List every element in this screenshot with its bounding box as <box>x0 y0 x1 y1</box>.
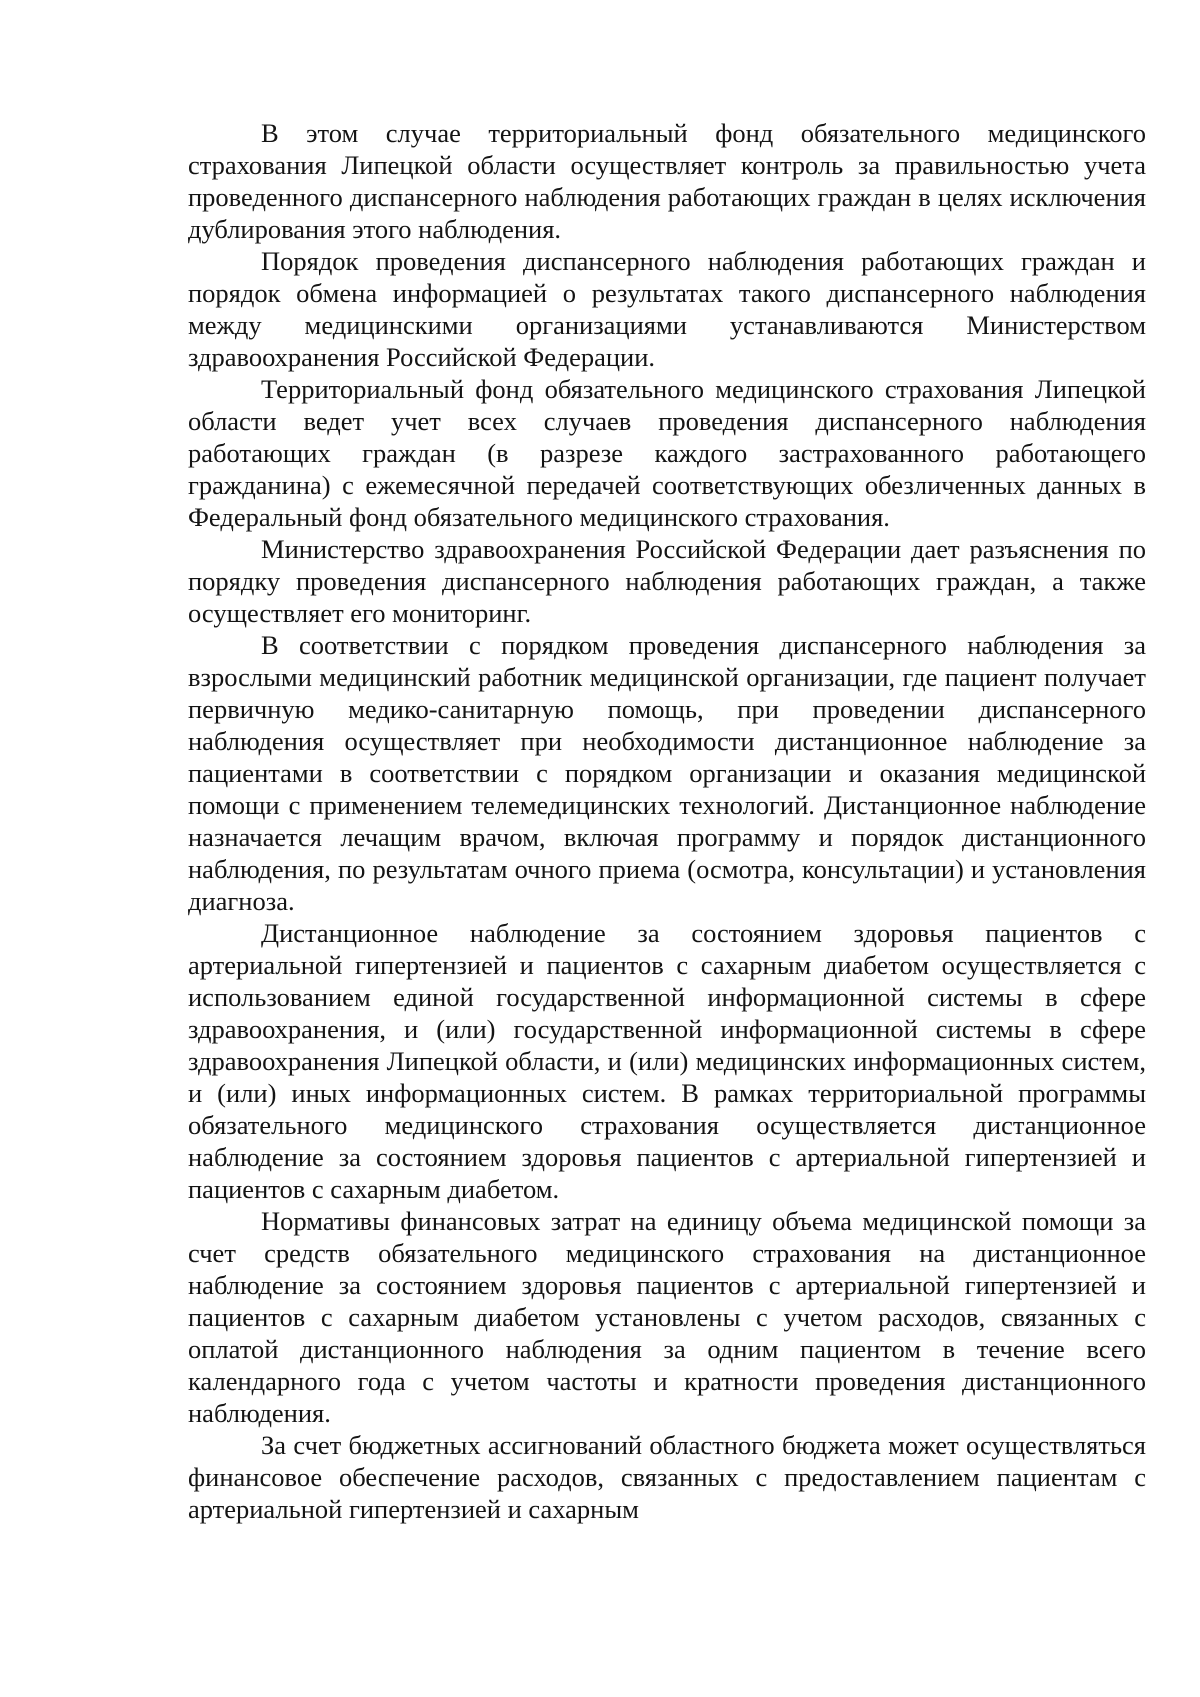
paragraph-4: Министерство здравоохранения Российской Федерации дает разъяснения по порядку проведения диспансерного наблюдения работающих граждан, а также осуществляет его мониторинг. <box>188 534 1146 628</box>
paragraph-7: Нормативы финансовых затрат на единицу объема медицинской помощи за счет средств обязательного медицинского страхования на дистанционное наблюдение за состоянием здоровья пациентов с артериальной гипертензией и пациентов с сахарным диабетом установлены с учетом расходов, связанных с оплатой дистанционного наблюдения за одним пациентом в течение всего календарного года с учетом частоты и кратности проведения дистанционного наблюдения. <box>188 1206 1146 1428</box>
document-page <box>188 117 1146 1525</box>
paragraph-3: Территориальный фонд обязательного медицинского страхования Липецкой области ведет учет всех случаев проведения диспансерного наблюдения работающих граждан (в разрезе каждого застрахованного работающего гражданина) с ежемесячной передачей соответствующих обезличенных данных в Федеральный фонд обязательного медицинского страхования. <box>188 374 1146 532</box>
paragraph-5: В соответствии с порядком проведения диспансерного наблюдения за взрослыми медицинский работник медицинской организации, где пациент получает первичную медико-санитарную помощь, при проведении диспансерного наблюдения осуществляет при необходимости дистанционное наблюдение за пациентами в соответствии с порядком организации и оказания медицинской помощи с применением телемедицинских технологий. Дистанционное наблюдение назначается лечащим врачом, включая программу и порядок дистанционного наблюдения, по результатам очного приема (осмотра, консультации) и установления диагноза. <box>188 630 1146 916</box>
paragraph-6: Дистанционное наблюдение за состоянием здоровья пациентов с артериальной гипертензией и пациентов с сахарным диабетом осуществляется с использованием единой государственной информационной системы в сфере здравоохранения, и (или) государственной информационной системы в сфере здравоохранения Липецкой области, и (или) медицинских информационных систем, и (или) иных информационных систем. В рамках территориальной программы обязательного медицинского страхования осуществляется дистанционное наблюдение за состоянием здоровья пациентов с артериальной гипертензией и пациентов с сахарным диабетом. <box>188 918 1146 1204</box>
paragraph-1: В этом случае территориальный фонд обязательного медицинского страхования Липецкой области осуществляет контроль за правильностью учета проведенного диспансерного наблюдения работающих граждан в целях исключения дублирования этого наблюдения. <box>188 118 1146 244</box>
paragraph-2: Порядок проведения диспансерного наблюдения работающих граждан и порядок обмена информацией о результатах такого диспансерного наблюдения между медицинскими организациями устанавливаются Министерством здравоохранения Российской Федерации. <box>188 246 1146 372</box>
paragraph-8: За счет бюджетных ассигнований областного бюджета может осуществляться финансовое обеспечение расходов, связанных с предоставлением пациентам с артериальной гипертензией и сахарным <box>188 1430 1146 1524</box>
